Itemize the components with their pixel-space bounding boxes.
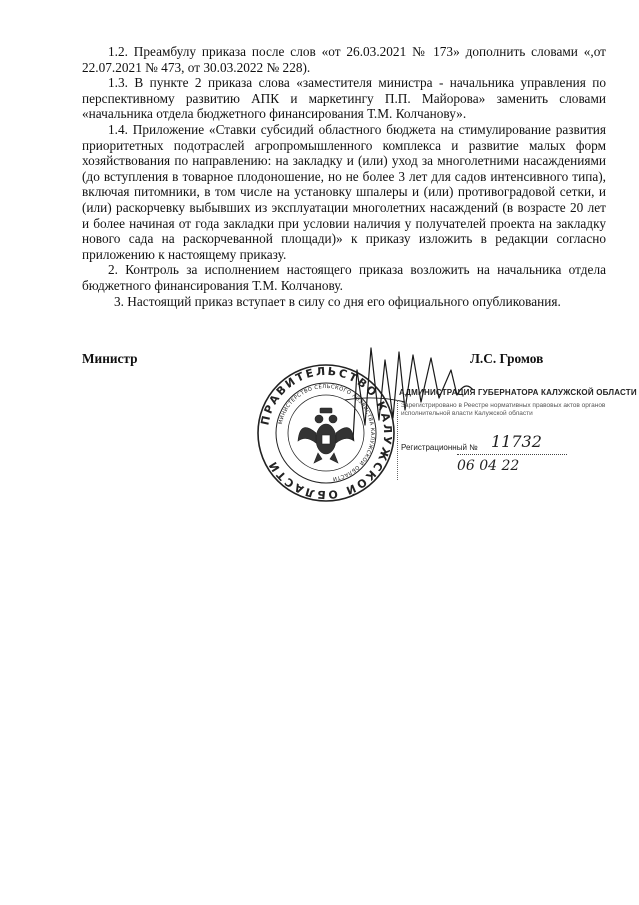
seal-outer-text: ПРАВИТЕЛЬСТВО КАЛУЖСКОЙ ОБЛАСТИ <box>258 364 395 502</box>
registration-stamp <box>397 388 637 483</box>
stamp-reg-label: Регистрационный № <box>401 443 478 452</box>
stamp-border <box>397 400 399 480</box>
seal-inner-text: МИНИСТЕРСТВО СЕЛЬСКОГО ХОЗЯЙСТВА КАЛУЖСКОЙ ОБЛАСТИ <box>277 383 376 482</box>
order-text <box>82 44 606 309</box>
paragraph-1-3: 1.3. В пункте 2 приказа слова «заместителя министра - начальника управления по перспективному развитию АПК и маркетингу П.П. Майорова» заменить словами «начальника отдела бюджетного финансирования Т.М. Колчанову». <box>82 75 606 122</box>
stamp-reg-underline <box>457 454 567 455</box>
paragraph-1-2: 1.2. Преамбулу приказа после слов «от 26.03.2021 № 173» дополнить словами «,от 22.07.2021 № 473, от 30.03.2022 № 228). <box>82 44 606 75</box>
stamp-header: АДМИНИСТРАЦИЯ ГУБЕРНАТОРА КАЛУЖСКОЙ ОБЛАСТИ <box>399 388 637 397</box>
paragraph-3: 3. Настоящий приказ вступает в силу со дня его официального опубликования. <box>114 293 561 309</box>
paragraph-2: 2. Контроль за исполнением настоящего приказа возложить на начальника отдела бюджетного финансирования Т.М. Колчанову. <box>82 262 606 293</box>
stamp-date: 06 04 22 <box>457 458 520 474</box>
paragraph-1-4: 1.4. Приложение «Ставки субсидий областного бюджета на стимулирование развития приоритетных подотраслей агропромышленного комплекса и развитие малых форм хозяйствования по направлению: на закладку и (или) уход за многолетними насаждениями (до вступления в товарное плодоношение, но не более 3 лет для садов интенсивного типа), включая питомники, в том числе на установку шпалеры и (или) противоградовой сетки, и (или) раскорчевку выбывших из эксплуатации многолетних насаждений (в возрасте 20 лет и более начиная от года закладки при условии наличия у получателей проекта на закладку нового сада на раскорчеванной площади)» к приказу изложить в редакции согласно приложению к настоящему приказу. <box>82 121 606 262</box>
stamp-reg-number: 11732 <box>491 432 542 451</box>
minister-title: Министр <box>82 351 138 366</box>
stamp-body: Зарегистрировано в Реестре нормативных правовых актов органов исполнительной власти Калужской области <box>401 402 606 417</box>
minister-name: Л.С. Громов <box>470 351 544 366</box>
